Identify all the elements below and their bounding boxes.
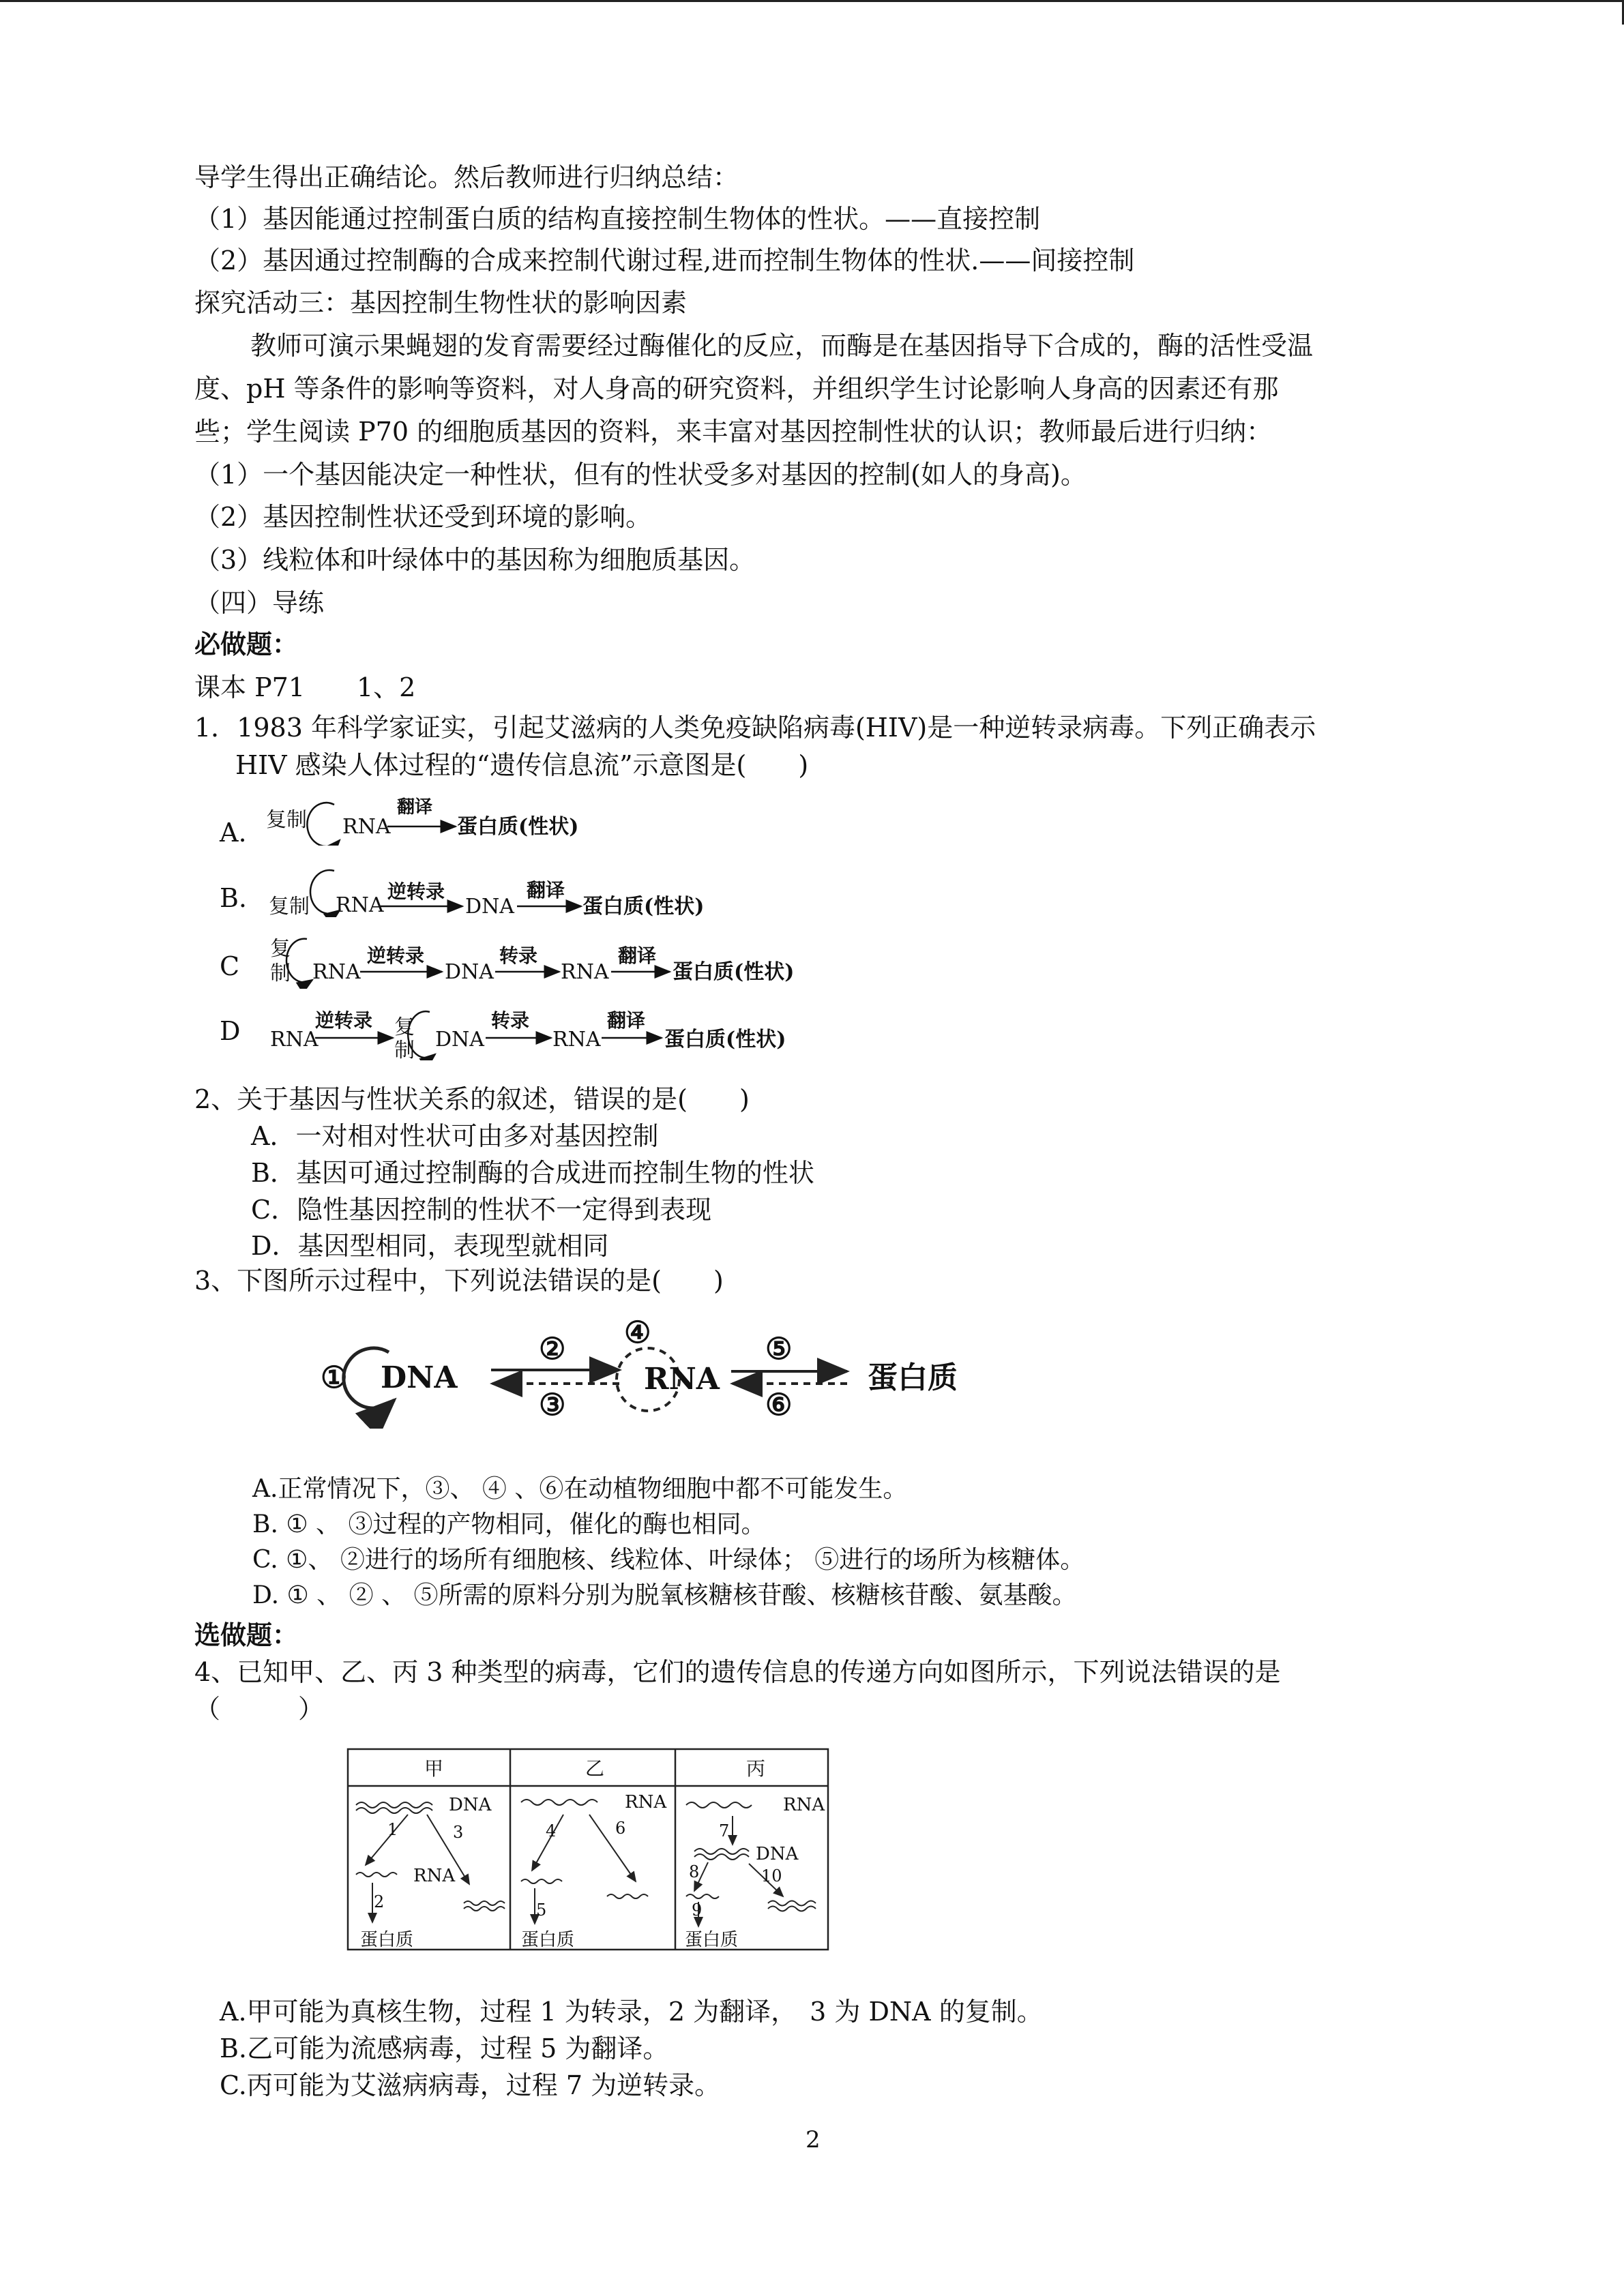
q4-header-bing: 丙 <box>746 1757 766 1780</box>
q4-yi-protein: 蛋白质 <box>521 1930 575 1950</box>
q4-bing-dna-copy-1 <box>768 1901 816 1906</box>
q1c-fu: 复 <box>270 937 291 961</box>
q4-yi-arrow-6 <box>589 1815 636 1881</box>
q1a-rna: RNA <box>342 815 391 839</box>
q1-option-c-label: C <box>220 951 240 981</box>
q4-bing-dna-strand-1 <box>694 1849 749 1854</box>
q4-jia-num-2: 2 <box>374 1892 385 1911</box>
q3-option-b: B. ① 、 ③过程的产物相同，催化的酶也相同。 <box>252 1510 766 1538</box>
activity3-para-2: 度、pH 等条件的影响等资料，对人身高的研究资料，并组织学生讨论影响人身高的因素还有那 <box>194 374 1279 404</box>
top-border <box>0 0 1624 2</box>
q2-option-c: C．隐性基因控制的性状不一定得到表现 <box>251 1195 712 1225</box>
q1d-translate-label: 翻译 <box>607 1009 646 1032</box>
q4-bing-num-7: 7 <box>719 1821 730 1840</box>
q1-option-b-label: B. <box>220 883 248 913</box>
q3-protein: 蛋白质 <box>868 1360 958 1395</box>
q4-bing-num-9: 9 <box>692 1900 703 1920</box>
q1a-loop-arrow <box>307 803 340 846</box>
activity3-title: 探究活动三：基因控制生物性状的影响因素 <box>194 288 688 318</box>
q4-yi-rna-strand-2 <box>521 1879 562 1883</box>
q1b-protein: 蛋白质(性状) <box>582 895 705 917</box>
q4-jia-dna-strand-1 <box>356 1802 432 1808</box>
q4-jia-rna-strand <box>356 1873 397 1877</box>
q1d-rna: RNA <box>270 1028 319 1052</box>
q1d-transcribe-label: 转录 <box>491 1009 530 1032</box>
q1a-replicate-label: 复制 <box>266 808 307 832</box>
q1-option-a-label: A. <box>220 818 247 848</box>
q1c-protein: 蛋白质(性状) <box>673 960 795 984</box>
q1c-reverse-label: 逆转录 <box>367 944 425 967</box>
q3-step-3: ③ <box>539 1388 566 1422</box>
q1-diagram-c <box>266 931 812 989</box>
q3-step-5: ⑤ <box>765 1332 793 1367</box>
intro-point-2: （2）基因通过控制酶的合成来控制代谢过程,进而控制生物体的性状.——间接控制 <box>194 245 1135 275</box>
q3-option-a: A.正常情况下，③、 ④ 、⑥在动植物细胞中都不可能发生。 <box>252 1475 908 1503</box>
q3-rna: RNA <box>644 1362 720 1397</box>
q1a-translate-label: 翻译 <box>397 797 433 818</box>
q2-option-a: A．一对相对性状可由多对基因控制 <box>251 1121 659 1151</box>
q4-jia-rna: RNA <box>413 1866 456 1886</box>
intro-point-1: （1）基因能通过控制蛋白质的结构直接控制生物体的性状。——直接控制 <box>194 204 1041 234</box>
q1d-zhi: 制 <box>394 1039 415 1060</box>
page-number: 2 <box>806 2126 821 2153</box>
conclusion-3: （3）线粒体和叶绿体中的基因称为细胞质基因。 <box>194 545 756 575</box>
q1-diagram-d <box>266 996 812 1060</box>
q4-jia-num-1: 1 <box>387 1820 398 1839</box>
textbook-ref: 课本 P71 1、2 <box>194 672 416 702</box>
q1-diagram-b <box>266 863 743 917</box>
q3-step-6: ⑥ <box>765 1388 793 1422</box>
q1-stem-1: 1．1983 年科学家证实，引起艾滋病的人类免疫缺陷病毒(HIV)是一种逆转录病毒。下列正确表示 <box>194 713 1316 743</box>
q1-option-d-label: D <box>220 1016 241 1046</box>
q4-stem-1: 4、已知甲、乙、丙 3 种类型的病毒，它们的遗传信息的传递方向如图所示，下列说法错误的是 <box>194 1657 1281 1687</box>
q4-bing-dna-strand-2 <box>694 1854 749 1860</box>
q4-yi-rna-copy <box>607 1894 648 1898</box>
q1b-dna: DNA <box>465 895 514 917</box>
required-heading: 必做题： <box>194 629 299 659</box>
q4-bing-num-8: 8 <box>689 1862 700 1881</box>
q4-yi-num-4: 4 <box>546 1821 557 1840</box>
q1b-replicate-label: 复制 <box>269 895 310 917</box>
q4-option-c: C.丙可能为艾滋病病毒，过程 7 为逆转录。 <box>220 2070 721 2100</box>
practice-heading: （四）导练 <box>194 588 325 618</box>
q1c-rna-2: RNA <box>561 960 609 984</box>
q4-bing-rna: RNA <box>783 1795 825 1815</box>
intro-line: 导学生得出正确结论。然后教师进行归纳总结： <box>194 162 739 192</box>
q1-diagram-a <box>266 791 675 846</box>
q3-dna: DNA <box>381 1360 458 1395</box>
optional-heading: 选做题： <box>194 1620 299 1650</box>
conclusion-2: （2）基因控制性状还受到环境的影响。 <box>194 502 652 532</box>
q2-option-b: B．基因可通过控制酶的合成进而控制生物的性状 <box>251 1158 814 1188</box>
q1a-protein: 蛋白质(性状) <box>457 815 579 839</box>
q4-jia-dna-copy-2 <box>464 1907 505 1911</box>
q4-stem-2: （ ） <box>194 1694 325 1724</box>
q4-table-diagram <box>346 1748 831 1952</box>
q1b-reverse-label: 逆转录 <box>387 880 445 903</box>
q4-option-a: A.甲可能为真核生物，过程 1 为转录，2 为翻译， 3 为 DNA 的复制。 <box>220 1997 1043 2027</box>
q1-stem-2: HIV 感染人体过程的“遗传信息流”示意图是( ) <box>235 750 809 780</box>
q2-option-d: D．基因型相同，表现型就相同 <box>251 1231 609 1261</box>
q1c-transcribe-label: 转录 <box>499 944 538 967</box>
activity3-para-1: 教师可演示果蝇翅的发育需要经过酶催化的反应，而酶是在基因指导下合成的，酶的活性受温 <box>250 331 1314 361</box>
q4-yi-num-5: 5 <box>536 1900 547 1920</box>
q4-bing-rna-strand <box>686 1802 752 1808</box>
q4-bing-dna: DNA <box>756 1844 799 1864</box>
q4-bing-rna-strand-2 <box>686 1894 719 1898</box>
q4-option-b: B.乙可能为流感病毒，过程 5 为翻译。 <box>220 2033 669 2063</box>
q4-bing-protein: 蛋白质 <box>685 1930 739 1950</box>
q1c-rna: RNA <box>312 960 361 984</box>
q1d-fu: 复 <box>394 1015 415 1039</box>
q3-step-4: ④ <box>624 1315 651 1350</box>
q1c-translate-label: 翻译 <box>618 944 657 967</box>
q1d-dna: DNA <box>435 1028 484 1052</box>
q4-yi-num-6: 6 <box>615 1819 626 1838</box>
q1d-protein: 蛋白质(性状) <box>664 1028 786 1052</box>
q1b-translate-label: 翻译 <box>527 879 565 901</box>
q4-jia-dna-copy-1 <box>464 1901 505 1905</box>
q4-header-yi: 乙 <box>585 1757 605 1780</box>
q4-header-jia: 甲 <box>424 1757 444 1780</box>
q4-bing-num-10: 10 <box>761 1866 782 1885</box>
q4-jia-dna: DNA <box>449 1795 492 1815</box>
q3-diagram <box>314 1313 1023 1429</box>
q2-stem: 2、关于基因与性状关系的叙述，错误的是( ) <box>194 1084 750 1114</box>
q3-option-c: C. ①、 ②进行的场所有细胞核、线粒体、叶绿体； ⑤进行的场所为核糖体。 <box>252 1546 1085 1574</box>
conclusion-1: （1）一个基因能决定一种性状，但有的性状受多对基因的控制(如人的身高)。 <box>194 460 1087 490</box>
q4-jia-protein: 蛋白质 <box>360 1930 414 1950</box>
q4-jia-dna-strand-2 <box>356 1808 432 1813</box>
q3-stem: 3、下图所示过程中，下列说法错误的是( ) <box>194 1266 724 1296</box>
q1b-rna: RNA <box>336 893 384 917</box>
q4-yi-rna-strand <box>521 1800 597 1805</box>
q3-option-d: D. ① 、 ② 、 ⑤所需的原料分别为脱氧核糖核苷酸、核糖核苷酸、氨基酸。 <box>252 1581 1077 1609</box>
q4-jia-num-3: 3 <box>453 1823 464 1842</box>
q4-bing-dna-copy-2 <box>768 1907 816 1911</box>
q1c-zhi: 制 <box>270 961 291 985</box>
q1c-dna: DNA <box>445 960 494 984</box>
q4-jia-arrow-1 <box>366 1815 408 1865</box>
q1d-rna-2: RNA <box>552 1028 601 1052</box>
q4-yi-rna: RNA <box>625 1792 667 1813</box>
q3-step-2: ② <box>539 1332 566 1367</box>
activity3-para-3: 些；学生阅读 P70 的细胞质基因的资料，来丰富对基因控制性状的认识；教师最后进行归纳： <box>194 417 1273 447</box>
q3-step-1: ① <box>321 1360 348 1395</box>
q1d-reverse-label: 逆转录 <box>315 1009 373 1032</box>
